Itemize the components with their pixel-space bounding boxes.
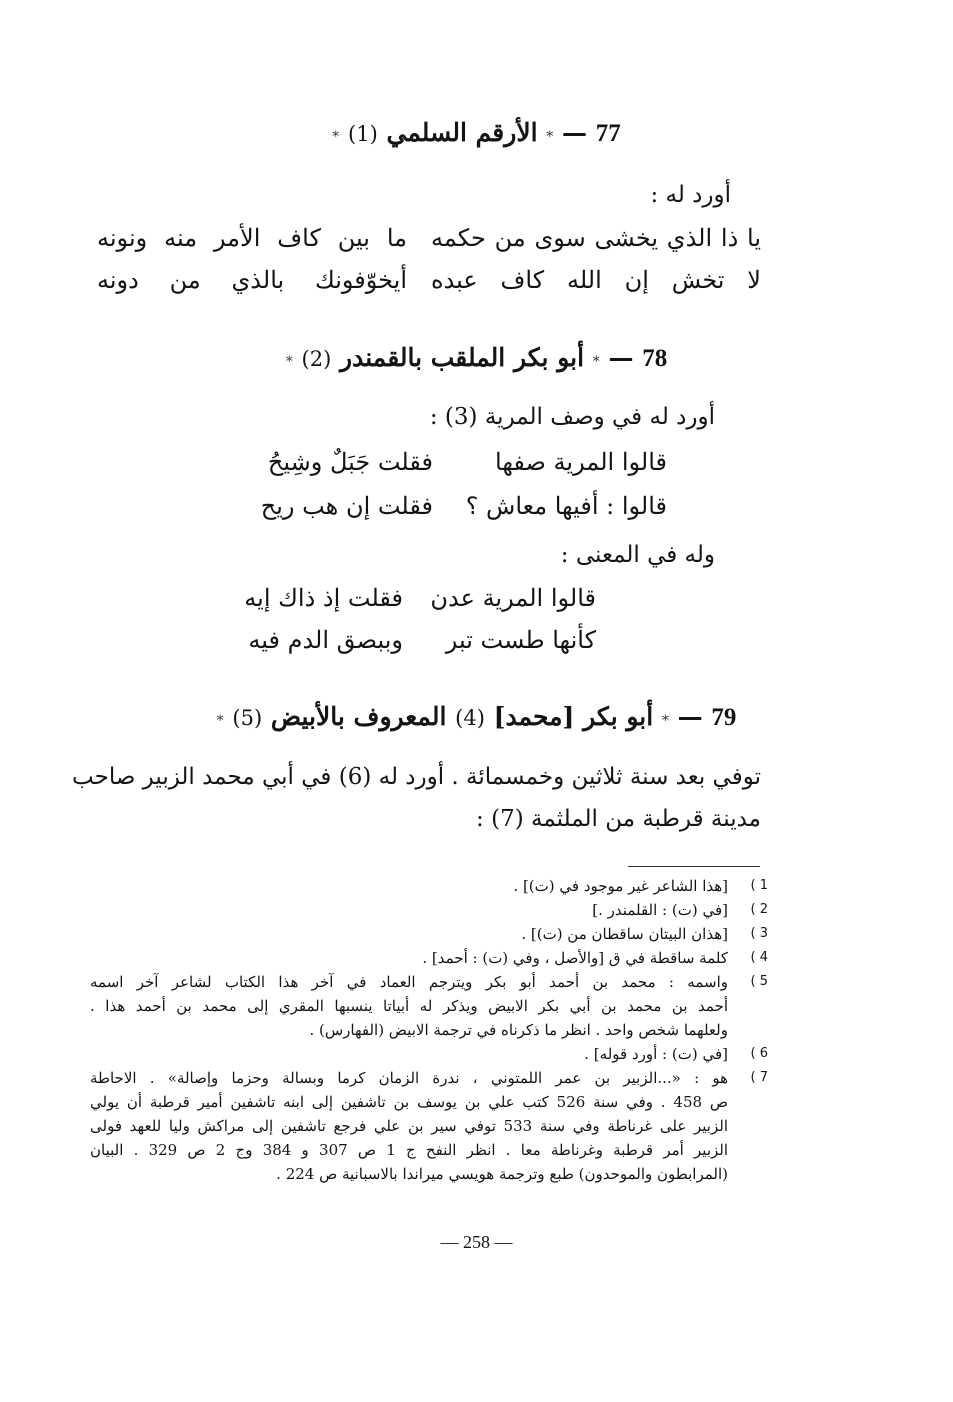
entry-79-text-line: مدينة قرطبة من الملثمة (7) : bbox=[476, 806, 761, 832]
verse-hemistich-left: فقلت إن هب ريح bbox=[260, 492, 433, 520]
verse-hemistich-right: قالوا المرية عدن bbox=[430, 584, 596, 612]
entry-79-text-line: توفي بعد سنة ثلاثين وخمسمائة . أورد له (6) في أبي محمد الزبير صاحب bbox=[72, 764, 761, 790]
footnote-number: 6 ) bbox=[750, 1046, 768, 1061]
footnote-text: [هذان البيتان ساقطان من (ت)] . bbox=[521, 925, 728, 943]
verse-hemistich-left: ما بين كاف الأمر منه ونونه bbox=[97, 224, 407, 252]
footnote-rule bbox=[628, 866, 760, 867]
footnote-line: ص 458 . وفي سنة 526 كتب علي بن يوسف بن تاشفين إلى ابنه تاشفين أمير قرطبة أن يولي bbox=[90, 1093, 729, 1111]
footnote-line: الزبير على غرناطة وفي سنة 533 توفي سير بن علي فرجع تاشفين إلى مراكش وليا للعهد فولى bbox=[90, 1117, 728, 1135]
verse-hemistich-left: أيخوّفونك بالذي من دونه bbox=[97, 266, 407, 294]
verse-hemistich-left: فقلت إذ ذاك إيه bbox=[244, 584, 403, 612]
verse-hemistich-left: فقلت جَبَلٌ وشِيحُ bbox=[267, 448, 433, 476]
footnote-text: [في (ت) : أورد قوله] . bbox=[584, 1045, 728, 1063]
page-number: — 258 — bbox=[440, 1232, 513, 1252]
entry-number: 77 bbox=[595, 120, 621, 147]
star-mark: * bbox=[661, 713, 669, 729]
star-mark: * bbox=[285, 354, 293, 370]
entry-number: 78 bbox=[642, 345, 668, 372]
verse-hemistich-right: يا ذا الذي يخشى سوى من حكمه bbox=[431, 224, 761, 252]
entry-name-bracket: [محمد] bbox=[493, 702, 575, 731]
entry-78-intro-2: وله في المعنى : bbox=[560, 542, 715, 568]
star-mark: * bbox=[592, 354, 600, 370]
verse-hemistich-right: لا تخش إن الله كاف عبده bbox=[431, 266, 761, 294]
star-mark: * bbox=[546, 129, 554, 145]
footnote-text: كلمة ساقطة في ق [والأصل ، وفي (ت) : أحمد] . bbox=[422, 949, 728, 967]
footnote-item bbox=[90, 1042, 770, 1066]
footnote-number: 3 ) bbox=[750, 926, 768, 941]
verse-hemistich-left: وببصق الدم فيه bbox=[248, 626, 403, 654]
footnote-item bbox=[90, 874, 770, 898]
footnote-number: 4 ) bbox=[750, 950, 768, 965]
entry-78-heading: 78 — * أبو بكر الملقب بالقمندر (2) * bbox=[285, 343, 668, 372]
verse-hemistich-right: قالوا المرية صفها bbox=[495, 448, 667, 476]
entry-79-heading: 79 — * أبو بكر [محمد] (4) المعروف بالأبيض (5) * bbox=[216, 702, 737, 731]
entry-number: 79 bbox=[711, 704, 737, 731]
footnote-ref: (5) bbox=[232, 706, 263, 730]
footnote-line: ولعلهما شخص واحد . انظر ما ذكرناه في ترجمة الابيض (الفهارس) . bbox=[309, 1021, 728, 1039]
entry-name: أبو بكر bbox=[583, 702, 654, 731]
entry-78-intro: أورد له في وصف المرية (3) : bbox=[429, 404, 715, 430]
footnote-ref: (2) bbox=[301, 347, 332, 371]
footnote-line: أحمد بن محمد بن أبي بكر الابيض ويذكر له أبياتا ينسبها المقري إلى محمد بن أحمد هذا . bbox=[90, 997, 728, 1015]
footnote-ref: (1) bbox=[348, 122, 378, 146]
footnote-item bbox=[90, 946, 770, 970]
footnote-number: 5 ) bbox=[750, 974, 768, 989]
footnote-line: الزبير أمر قرطبة وغرناطة معا . انظر النفح ج 1 ص 307 و 384 وج 2 ص 329 . البيان bbox=[90, 1141, 729, 1159]
footnotes bbox=[90, 874, 770, 1186]
footnote-text: [هذا الشاعر غير موجود في (ت)] . bbox=[513, 877, 728, 895]
footnote-number: 1 ) bbox=[750, 878, 768, 893]
footnote-item bbox=[90, 898, 770, 922]
entry-name: الأرقم السلمي bbox=[386, 118, 538, 147]
star-mark: * bbox=[216, 713, 224, 729]
footnote-number: 2 ) bbox=[750, 902, 768, 917]
footnote-number: 7 ) bbox=[750, 1070, 768, 1085]
footnote-line: واسمه : محمد بن أحمد أبو بكر ويترجم العماد في آخر هذا الكتاب لشاعر آخر اسمه bbox=[90, 973, 728, 991]
entry-77-heading: 77 — * الأرقم السلمي (1) * bbox=[332, 118, 621, 147]
verse-hemistich-right: كأنها طست تبر bbox=[445, 626, 596, 654]
footnote-item bbox=[90, 970, 770, 1042]
footnote-item bbox=[90, 1066, 770, 1186]
entry-name: أبو بكر الملقب بالقمندر bbox=[340, 343, 585, 372]
entry-name: المعروف بالأبيض bbox=[270, 702, 447, 731]
verse-hemistich-right: قالوا : أفيها معاش ؟ bbox=[465, 492, 667, 520]
star-mark: * bbox=[332, 129, 340, 145]
footnote-ref: (4) bbox=[455, 706, 485, 730]
footnote-line: (المرابطون والموحدون) طبع وترجمة هويسي ميراندا بالاسبانية ص 224 . bbox=[276, 1165, 728, 1183]
footnote-item bbox=[90, 922, 770, 946]
footnote-line: هو : «...الزبير بن عمر اللمتوني ، ندرة الزمان كرما وبسالة وحزما وإصالة» . الاحاطة bbox=[90, 1069, 729, 1087]
entry-77-intro: أورد له : bbox=[650, 182, 731, 208]
footnote-text: [في (ت) : القلمندر .] bbox=[592, 901, 728, 919]
